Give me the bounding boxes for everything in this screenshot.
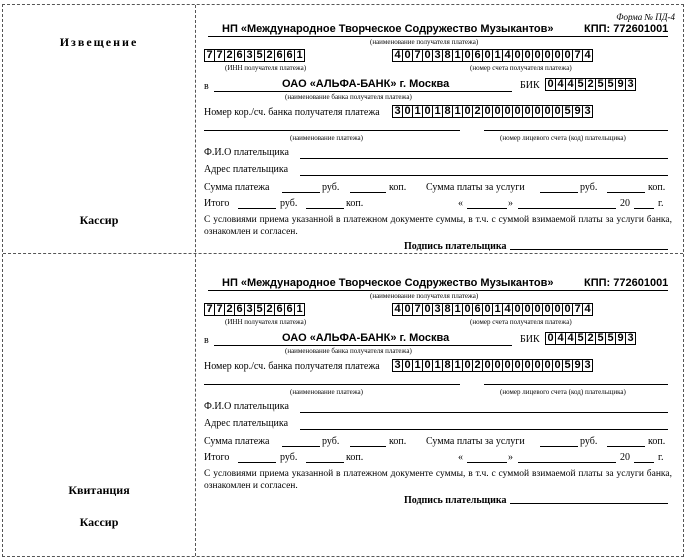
bik-cells [545,332,635,345]
digit-cell: 6 [274,49,285,62]
personal-account-caption: (номер лицевого счета (код) плательщика) [500,134,626,142]
digit-cell: 0 [545,332,556,345]
total-kop-label: коп. [346,198,364,209]
digit-cell: 2 [472,105,483,118]
digit-cell: 1 [492,303,503,316]
signature-line[interactable] [510,249,668,250]
digit-cell: 0 [522,49,533,62]
address-label: Адрес плательщика [204,164,289,175]
fio-line[interactable] [300,158,668,159]
sum-kop-line[interactable] [350,192,386,193]
fee-label: Сумма платы за услуги [426,182,525,193]
recipient-name-underline [208,290,668,291]
digit-cell: 2 [585,332,596,345]
digit-cell: 0 [422,105,433,118]
date-quote-close: » [508,198,513,209]
recipient-name: НП «Международное Творческое Содружество Музыкантов» [222,23,554,35]
digit-cell: 0 [552,303,563,316]
digit-cell: 6 [472,303,483,316]
date-year-prefix: 20 [620,452,630,463]
total-rub-label: руб. [280,452,298,463]
digit-cell: 6 [234,49,245,62]
inn-cells [204,49,304,62]
total-rub-line[interactable] [238,462,276,463]
digit-cell: 1 [492,49,503,62]
sum-rub-label: руб. [322,436,340,447]
digit-cell: 7 [412,49,423,62]
digit-cell: 0 [522,105,533,118]
date-year-line[interactable] [634,462,654,463]
bank-name: ОАО «АЛЬФА-БАНК» г. Москва [282,332,450,344]
digit-cell: 5 [562,359,573,372]
digit-cell: 4 [565,78,576,91]
digit-cell: 7 [572,49,583,62]
sum-rub-label: руб. [322,182,340,193]
digit-cell: 4 [392,49,403,62]
account-caption: (номер счета получателя платежа) [470,318,572,326]
digit-cell: 0 [422,303,433,316]
bik-label: БИК [520,80,540,91]
digit-cell: 0 [462,303,473,316]
digit-cell: 3 [392,359,403,372]
digit-cell: 5 [575,78,586,91]
payment-form-pd4 [2,4,684,557]
digit-cell: 0 [482,49,493,62]
payment-name-caption: (наименование платежа) [290,134,363,142]
bank-name-underline [214,91,512,92]
digit-cell: 3 [244,303,255,316]
digit-cell: 6 [274,303,285,316]
digit-cell: 0 [492,105,503,118]
date-day-line[interactable] [467,462,507,463]
digit-cell: 0 [482,303,493,316]
bank-caption: (наименование банка получателя платежа) [285,347,412,355]
digit-cell: 0 [502,359,513,372]
digit-cell: 5 [595,332,606,345]
digit-cell: 0 [462,359,473,372]
digit-cell: 0 [532,359,543,372]
notice-label: Извещение [59,35,139,49]
digit-cell: 0 [422,49,433,62]
notice-cashier-label: Кассир [79,213,119,227]
digit-cell: 2 [264,303,275,316]
digit-cell: 0 [492,359,503,372]
signature-label: Подпись плательщика [404,495,507,506]
digit-cell: 9 [572,359,583,372]
digit-cell: 4 [502,303,513,316]
digit-cell: 4 [555,78,566,91]
digit-cell: 2 [585,78,596,91]
fee-kop-label: коп. [648,436,666,447]
inn-caption: (ИНН получателя платежа) [225,64,307,72]
digit-cell: 3 [582,105,593,118]
account-cells [392,49,592,62]
digit-cell: 0 [502,105,513,118]
digit-cell: 7 [412,303,423,316]
digit-cell: 0 [532,105,543,118]
digit-cell: 4 [392,303,403,316]
digit-cell: 7 [204,49,215,62]
digit-cell: 3 [392,105,403,118]
digit-cell: 0 [422,359,433,372]
digit-cell: 6 [284,303,295,316]
sum-kop-line[interactable] [350,446,386,447]
address-label: Адрес плательщика [204,418,289,429]
fee-kop-line[interactable] [607,192,645,193]
sum-rub-line[interactable] [282,446,320,447]
digit-cell: 3 [582,359,593,372]
fio-line[interactable] [300,412,668,413]
digit-cell: 5 [605,78,616,91]
total-kop-line[interactable] [306,208,344,209]
account-caption: (номер счета получателя платежа) [470,64,572,72]
digit-cell: 0 [532,303,543,316]
digit-cell: 2 [224,49,235,62]
digit-cell: 0 [542,359,553,372]
digit-cell: 5 [562,105,573,118]
fee-label: Сумма платы за услуги [426,436,525,447]
recipient-kpp: КПП: 772601001 [584,277,669,289]
digit-cell: 8 [442,49,453,62]
payment-name-caption: (наименование платежа) [290,388,363,396]
terms-text: С условиями приема указанной в платежном документе суммы, в т.ч. с суммой взимаемой платы за услуги банка, ознакомлен и согласен. [204,469,672,491]
digit-cell: 3 [244,49,255,62]
total-rub-line[interactable] [238,208,276,209]
digit-cell: 0 [462,49,473,62]
sum-label: Сумма платежа [204,436,270,447]
digit-cell: 2 [264,49,275,62]
date-quote-close: » [508,452,513,463]
corr-account-label: Номер кор./сч. банка получателя платежа [204,107,380,118]
date-year-suffix: г. [658,452,664,463]
bank-prefix: в [204,335,209,346]
digit-cell: 3 [625,78,636,91]
bank-name: ОАО «АЛЬФА-БАНК» г. Москва [282,78,450,90]
digit-cell: 4 [502,49,513,62]
bank-caption: (наименование банка получателя платежа) [285,93,412,101]
inn-cells [204,303,304,316]
fee-rub-label: руб. [580,182,598,193]
bik-label: БИК [520,334,540,345]
digit-cell: 7 [204,303,215,316]
digit-cell: 8 [442,105,453,118]
digit-cell: 5 [605,332,616,345]
recipient-name: НП «Международное Творческое Содружество Музыкантов» [222,277,554,289]
address-line[interactable] [300,429,668,430]
digit-cell: 7 [214,303,225,316]
digit-cell: 6 [284,49,295,62]
total-kop-label: коп. [346,452,364,463]
digit-cell: 1 [412,105,423,118]
bik-cells [545,78,635,91]
personal-account-line[interactable] [484,130,668,131]
corr-account-cells [392,105,592,118]
digit-cell: 0 [462,105,473,118]
sum-rub-line[interactable] [282,192,320,193]
digit-cell: 0 [562,303,573,316]
digit-cell: 1 [294,303,305,316]
digit-cell: 0 [402,303,413,316]
digit-cell: 2 [224,303,235,316]
fee-rub-line[interactable] [540,446,578,447]
digit-cell: 3 [432,49,443,62]
digit-cell: 0 [402,105,413,118]
digit-cell: 0 [512,49,523,62]
date-year-suffix: г. [658,198,664,209]
digit-cell: 1 [432,105,443,118]
digit-cell: 4 [555,332,566,345]
date-quote-open: « [458,452,463,463]
digit-cell: 4 [565,332,576,345]
payment-name-line[interactable] [204,384,460,385]
date-month-line[interactable] [518,462,616,463]
total-label: Итого [204,198,230,209]
form-code: Форма № ПД-4 [616,12,675,22]
digit-cell: 0 [512,359,523,372]
digit-cell: 4 [582,303,593,316]
date-day-line[interactable] [467,208,507,209]
signature-label: Подпись плательщика [404,241,507,252]
date-year-prefix: 20 [620,198,630,209]
digit-cell: 0 [522,303,533,316]
digit-cell: 0 [402,359,413,372]
digit-cell: 0 [512,303,523,316]
digit-cell: 0 [542,49,553,62]
corr-account-label: Номер кор./сч. банка получателя платежа [204,361,380,372]
receipt-cashier-label: Кассир [79,515,119,529]
digit-cell: 6 [472,49,483,62]
account-cells [392,303,592,316]
payment-name-line[interactable] [204,130,460,131]
fee-kop-line[interactable] [607,446,645,447]
digit-cell: 0 [522,359,533,372]
total-kop-line[interactable] [306,462,344,463]
digit-cell: 0 [482,105,493,118]
recipient-name-caption: (наименование получателя платежа) [370,38,479,46]
digit-cell: 9 [615,332,626,345]
corr-account-cells [392,359,592,372]
vertical-divider [195,5,196,556]
digit-cell: 8 [442,359,453,372]
date-quote-open: « [458,198,463,209]
signature-line[interactable] [510,503,668,504]
bank-prefix: в [204,81,209,92]
digit-cell: 9 [572,105,583,118]
digit-cell: 1 [452,105,463,118]
fio-label: Ф.И.О плательщика [204,147,289,158]
fee-kop-label: коп. [648,182,666,193]
digit-cell: 1 [432,359,443,372]
digit-cell: 1 [452,303,463,316]
fee-rub-label: руб. [580,436,598,447]
digit-cell: 0 [552,49,563,62]
fio-label: Ф.И.О плательщика [204,401,289,412]
bank-name-underline [214,345,512,346]
digit-cell: 5 [254,303,265,316]
digit-cell: 7 [214,49,225,62]
sum-kop-label: коп. [389,436,407,447]
digit-cell: 9 [615,78,626,91]
digit-cell: 0 [482,359,493,372]
personal-account-line[interactable] [484,384,668,385]
digit-cell: 1 [452,359,463,372]
recipient-name-underline [208,36,668,37]
terms-text: С условиями приема указанной в платежном документе суммы, в т.ч. с суммой взимаемой платы за услуги банка, ознакомлен и согласен. [204,215,672,237]
digit-cell: 5 [595,78,606,91]
date-year-line[interactable] [634,208,654,209]
address-line[interactable] [300,175,668,176]
digit-cell: 1 [452,49,463,62]
sum-kop-label: коп. [389,182,407,193]
receipt-label: Квитанция [68,483,130,497]
sum-label: Сумма платежа [204,182,270,193]
digit-cell: 6 [234,303,245,316]
digit-cell: 8 [442,303,453,316]
recipient-kpp: КПП: 772601001 [584,23,669,35]
digit-cell: 0 [552,105,563,118]
digit-cell: 5 [254,49,265,62]
digit-cell: 0 [552,359,563,372]
digit-cell: 4 [582,49,593,62]
digit-cell: 3 [432,303,443,316]
digit-cell: 5 [575,332,586,345]
recipient-name-caption: (наименование получателя платежа) [370,292,479,300]
digit-cell: 7 [572,303,583,316]
digit-cell: 0 [542,303,553,316]
digit-cell: 1 [412,359,423,372]
total-label: Итого [204,452,230,463]
inn-caption: (ИНН получателя платежа) [225,318,307,326]
digit-cell: 0 [562,49,573,62]
date-month-line[interactable] [518,208,616,209]
digit-cell: 0 [542,105,553,118]
digit-cell: 0 [512,105,523,118]
digit-cell: 0 [545,78,556,91]
digit-cell: 0 [402,49,413,62]
personal-account-caption: (номер лицевого счета (код) плательщика) [500,388,626,396]
digit-cell: 3 [625,332,636,345]
digit-cell: 0 [532,49,543,62]
fee-rub-line[interactable] [540,192,578,193]
total-rub-label: руб. [280,198,298,209]
horizontal-cut-line [3,253,683,254]
digit-cell: 1 [294,49,305,62]
digit-cell: 2 [472,359,483,372]
